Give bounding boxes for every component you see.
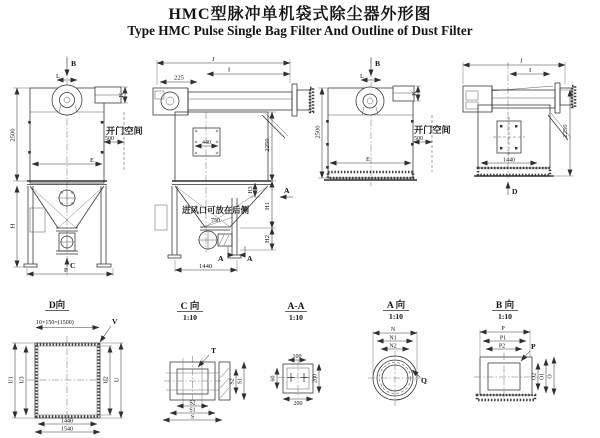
dim-440: 440 [202,140,211,146]
filter-body-side [175,112,268,181]
dim-s: S [190,414,195,421]
dim-j2: J [520,57,523,65]
dim-2500: 2500 [9,128,17,142]
title-block [127,4,472,38]
dim-j: J [212,56,215,63]
dim-k: K [118,92,125,98]
dim-p1: P1 [499,335,507,342]
access-door [193,128,220,156]
dim-2500-2: 2500 [314,125,322,139]
dim-o: O [547,374,554,379]
dim-l: L [56,73,61,80]
dim-e: E [90,157,95,164]
dim-500-2: 500 [414,136,423,142]
view-arrow-a: A [284,186,290,195]
dim-h: H [9,223,17,229]
dim-o1: O1 [539,372,546,381]
discharge-side [198,227,232,250]
door-space-label2: 开门空间 [414,125,451,135]
dim-500: 500 [105,136,114,142]
dim-1440-2: 1440 [503,157,515,164]
label-p: P [531,342,536,351]
section-view-aa [271,302,320,407]
flange-b-base [477,395,535,400]
title-english: Type HMC Pulse Single Bag Filter And Outline of Dust Filter [127,23,473,38]
dim-l2: L [360,73,365,80]
front-view-flat [315,57,451,186]
inlet-note: 进风口可放在后侧 [182,206,249,215]
dim-h2: H2 [264,234,271,244]
dim-2250: 2250 [264,138,271,152]
detail-view-a [368,299,427,406]
side-view-with-hopper [153,56,313,272]
door-space-label: 开门空间 [106,126,143,136]
dim-2250-2: 2250 [562,124,569,138]
access-door2 [493,117,525,157]
dim-1440-3: 1440 [61,418,73,425]
side-view-flat [463,58,575,197]
view-c-title: C 向 [180,302,200,312]
dim-200-bottom: 200 [293,401,303,407]
fan [52,85,82,115]
base-channel2 [478,168,550,175]
dim-s2-right: S2 [229,378,236,385]
dim-u: U [114,377,121,383]
front-view-with-hopper [10,56,143,276]
dim-e2: E [366,156,371,163]
dim-s1: S1 [189,407,196,414]
fan2 [356,87,384,115]
label-q: Q [421,376,427,385]
flange-outer [35,343,100,418]
dim-200-right: 200 [312,374,319,383]
dim-pitch: 10×150=(1500) [36,320,74,326]
dim-h1: H1 [264,201,271,211]
dim-u3: U3 [19,376,26,384]
dim-p: P [501,326,505,332]
dim-o2: O2 [531,372,538,381]
title-chinese: HMC型脉冲单机袋式除尘器外形图 [168,6,432,23]
view-a-scale: 1:10 [389,312,403,321]
view-c-scale: 1:10 [183,313,197,322]
label-v: V [112,317,118,326]
detail-view-b [474,299,554,400]
view-a-title: A 向 [386,301,406,311]
dim-p2: P2 [498,343,506,350]
view-arrow-b2: B [375,59,381,68]
view-b-scale: 1:10 [498,312,512,321]
dim-k2: K [411,91,418,96]
detail-view-c [163,300,244,421]
view-b-title: B 向 [495,301,515,311]
base-channel [328,172,413,178]
dim-n: N [390,327,396,333]
dim-h3: H3 [248,186,254,194]
dim-u1: U1 [8,376,15,384]
dim-n1: N1 [389,335,397,342]
detail-view-d [9,299,124,433]
dim-60: 60 [270,375,277,382]
dim-1440: 1440 [199,263,213,270]
dim-i: I [228,66,231,74]
outlet-duct [188,84,313,138]
view-d-title: D向 [48,301,66,311]
fan-side [153,88,188,115]
section-a-left: A [218,254,224,263]
fan-side2 [463,86,492,112]
view-aa-scale: 1:10 [289,313,303,322]
dim-750: 750 [211,218,220,224]
dim-i2: I [529,67,532,74]
view-arrow-c: C [70,261,76,270]
view-aa-title: A-A [287,302,305,312]
dim-100: 100 [292,354,302,360]
view-arrow-b: B [71,59,77,68]
section-a-right: A [247,254,253,263]
dim-s2: S2 [189,400,196,407]
view-arrow-d: D [512,187,518,196]
dim-n2: N2 [389,343,397,350]
dim-225: 225 [174,74,184,82]
dim-s1-right: S1 [237,377,244,385]
dim-f: F [64,267,68,274]
dim-1540: 1540 [61,426,73,433]
dim-u2: U2 [103,376,110,384]
label-t: T [211,346,217,355]
